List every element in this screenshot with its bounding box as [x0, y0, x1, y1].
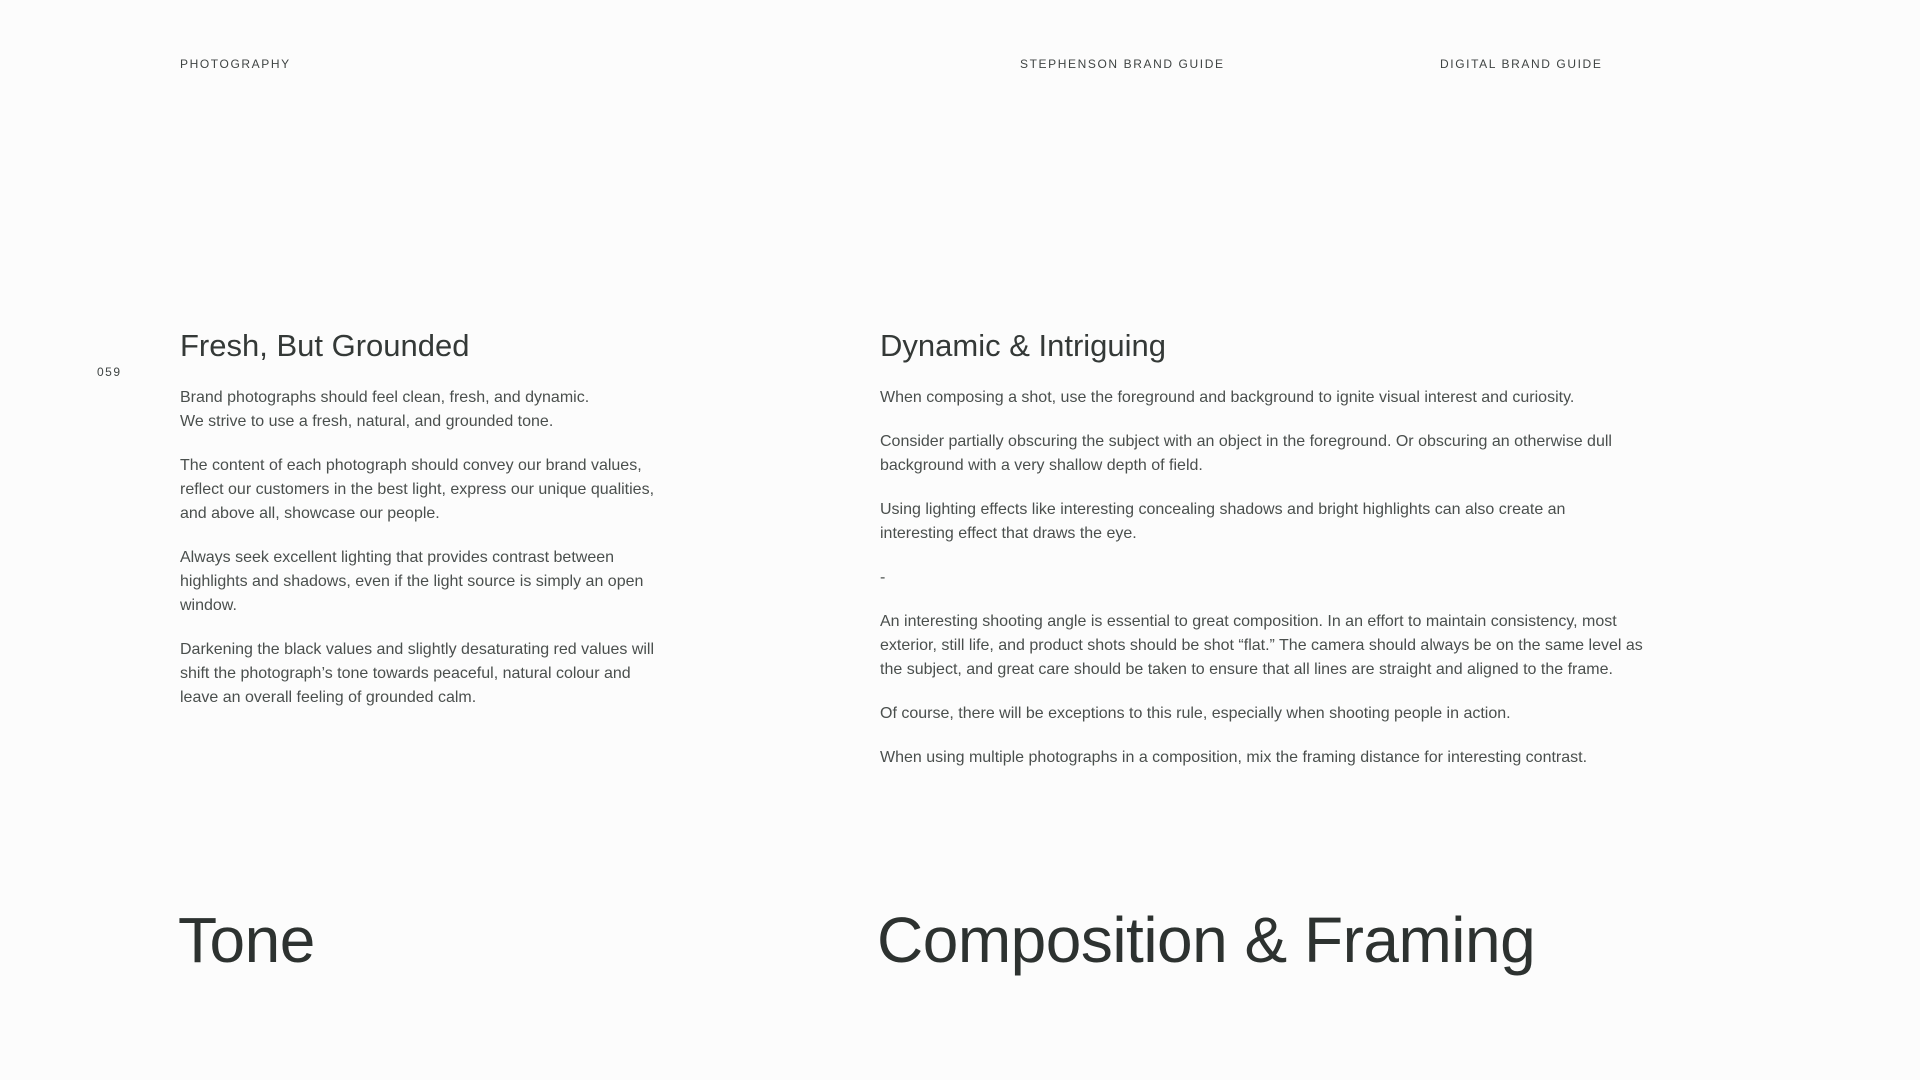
composition-body	[880, 386, 1710, 790]
composition-paragraph: Consider partially obscuring the subject with an object in the foreground. Or obscuring an otherwise dull background with a very shallow depth of field.	[880, 433, 1612, 474]
composition-paragraph: An interesting shooting angle is essential to great composition. In an effort to maintain consistency, most exterior, still life, and product shots should be shot “flat.” The camera should always be on the same level as the subject, and great care should be taken to ensure that all lines are straight and aligned to the frame.	[880, 613, 1643, 678]
page-number: 059	[97, 365, 122, 379]
tone-paragraph: The content of each photograph should convey our brand values, reflect our customers in the best light, express our unique qualities, and above all, showcase our people.	[180, 457, 655, 522]
tone-paragraph: Brand photographs should feel clean, fresh, and dynamic. We strive to use a fresh, natural, and grounded tone.	[180, 389, 590, 430]
composition-paragraph: Using lighting effects like interesting concealing shadows and bright highlights can also create an interesting effect that draws the eye.	[880, 501, 1566, 542]
tone-subheading: Fresh, But Grounded	[180, 328, 470, 363]
tone-paragraph: Always seek excellent lighting that provides contrast between highlights and shadows, even if the light source is simply an open window.	[180, 549, 644, 614]
tone-section-title: Tone	[178, 904, 315, 976]
tone-body	[180, 386, 710, 730]
section-label: PHOTOGRAPHY	[180, 57, 291, 71]
composition-paragraph: Of course, there will be exceptions to this rule, especially when shooting people in action.	[880, 705, 1511, 722]
composition-paragraph: When composing a shot, use the foreground and background to ignite visual interest and curiosity.	[880, 389, 1575, 406]
composition-section-title: Composition & Framing	[877, 904, 1536, 976]
guide-type: DIGITAL BRAND GUIDE	[1440, 57, 1603, 71]
composition-paragraph: When using multiple photographs in a composition, mix the framing distance for interesting contrast.	[880, 749, 1588, 766]
guide-title: STEPHENSON BRAND GUIDE	[1020, 57, 1225, 71]
composition-divider-dash: -	[880, 569, 886, 586]
tone-paragraph: Darkening the black values and slightly desaturating red values will shift the photograph’s tone towards peaceful, natural colour and leave an overall feeling of grounded calm.	[180, 641, 655, 706]
composition-subheading: Dynamic & Intriguing	[880, 328, 1167, 363]
